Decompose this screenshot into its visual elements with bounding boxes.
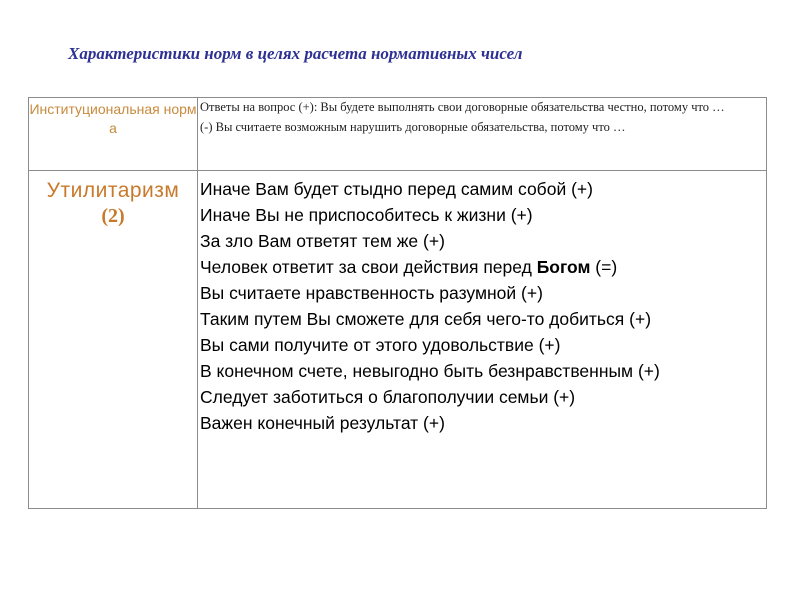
question-positive: Ответы на вопрос (+): Вы будете выполнять свои договорные обязательства честно, потому что … bbox=[200, 100, 725, 114]
answer-text-before: Человек ответит за свои действия перед bbox=[200, 257, 537, 277]
norm-cell bbox=[29, 171, 198, 509]
answer-item: За зло Вам ответят тем же (+) bbox=[200, 231, 445, 251]
norms-table bbox=[28, 97, 767, 509]
norm-name: Утилитаризм bbox=[46, 179, 180, 202]
table-row bbox=[29, 171, 767, 509]
answers-cell bbox=[198, 171, 767, 509]
slide-title: Характеристики норм в целях расчета нормативных чисел bbox=[68, 44, 523, 63]
question-header bbox=[198, 98, 767, 171]
answer-item: Важен конечный результат (+) bbox=[200, 413, 445, 433]
norm-column-header: Институциональная норма bbox=[29, 98, 198, 171]
answer-item: Вы считаете нравственность разумной (+) bbox=[200, 283, 543, 303]
answer-text-bold: Богом bbox=[536, 257, 591, 277]
answer-item bbox=[200, 254, 762, 280]
answer-text-after: (=) bbox=[590, 257, 618, 277]
norm-number: (2) bbox=[101, 205, 125, 227]
answer-item: Иначе Вы не приспособитесь к жизни (+) bbox=[200, 205, 533, 225]
answer-item: Иначе Вам будет стыдно перед самим собой (+) bbox=[200, 179, 593, 199]
answer-item: Следует заботиться о благополучии семьи (+) bbox=[200, 387, 576, 407]
answers-list bbox=[200, 176, 762, 436]
answer-item: В конечном счете, невыгодно быть безнравственным (+) bbox=[200, 361, 660, 381]
question-negative: (-) Вы считаете возможным нарушить договорные обязательства, потому что … bbox=[200, 119, 626, 134]
answer-item: Вы сами получите от этого удовольствие (+) bbox=[200, 335, 561, 355]
answer-item: Таким путем Вы сможете для себя чего-то добиться (+) bbox=[200, 309, 652, 329]
table-header-row bbox=[29, 98, 767, 171]
